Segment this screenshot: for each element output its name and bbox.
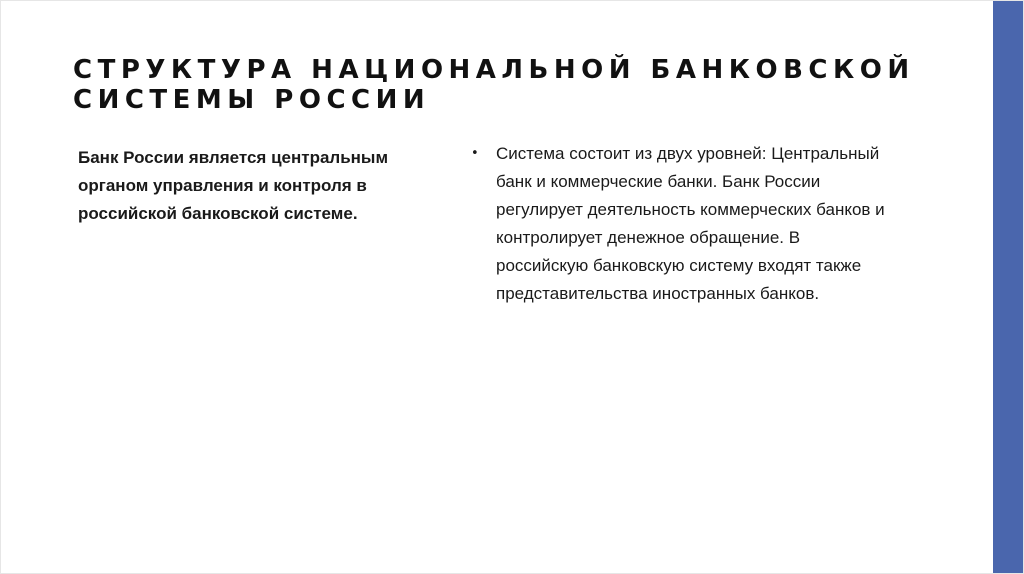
bullet-item [471, 140, 891, 308]
bullet-marker: • [471, 146, 479, 161]
bullet-list [471, 140, 891, 308]
left-paragraph: Банк России является центральным органом управления и контроля в российской банковской системе. [78, 148, 389, 223]
slide-title: СТРУКТУРА НАЦИОНАЛЬНОЙ БАНКОВСКОЙ СИСТЕМЫ РОССИИ [73, 55, 915, 115]
bullet-text: Система состоит из двух уровней: Центральный банк и коммерческие банки. Банк России регулирует деятельность коммерческих банков и контролирует денежное обращение. В российскую банковскую систему входят также представительства иностранных банков. [496, 144, 885, 303]
accent-sidebar [993, 1, 1023, 574]
